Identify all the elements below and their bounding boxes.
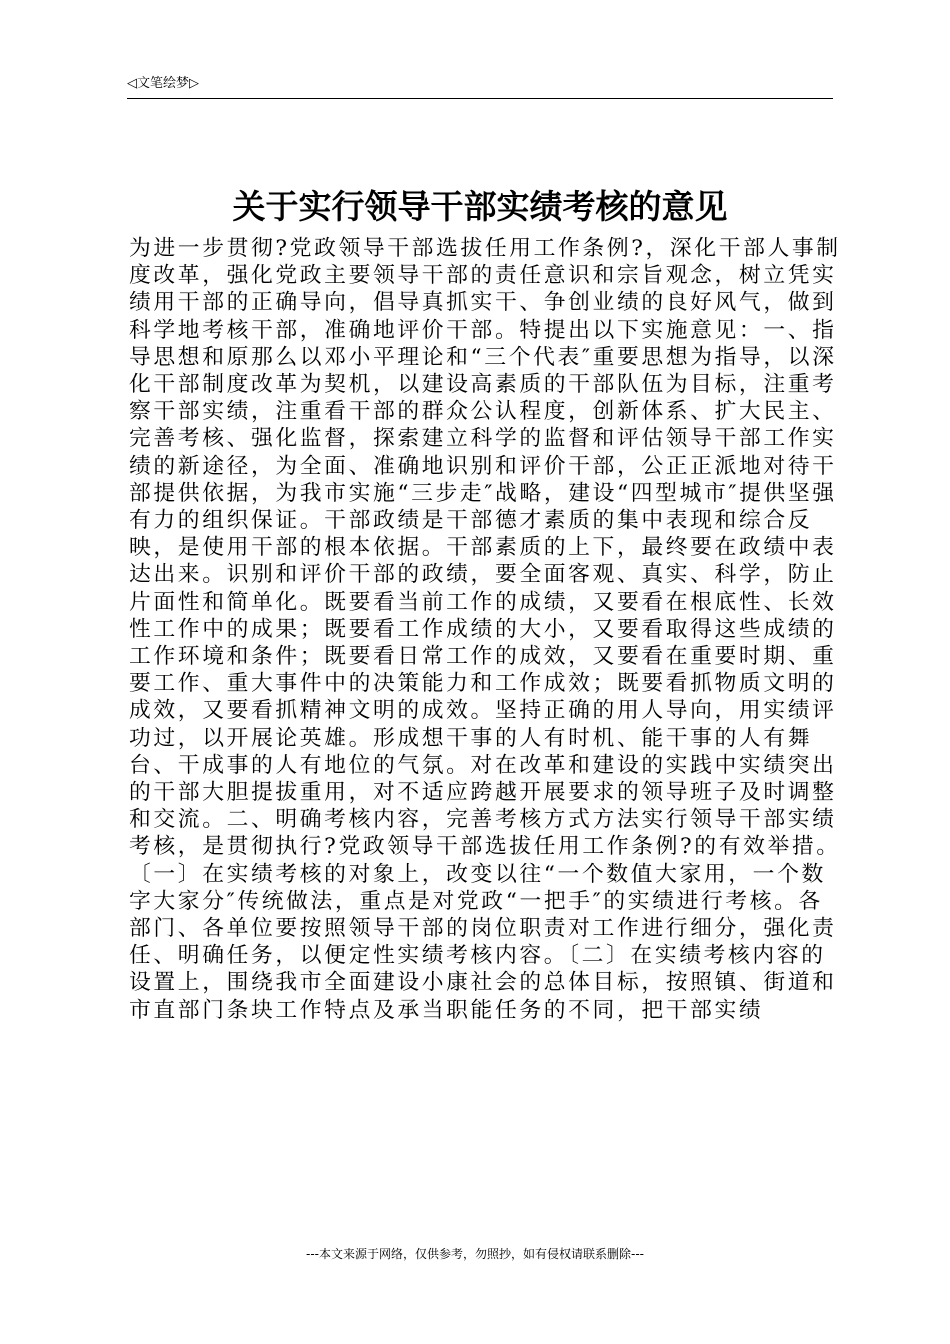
footer-notice: ---本文来源于网络，仅供参考，勿照抄，如有侵权请联系删除--- [306,1247,644,1261]
header-label: ◁文笔绘梦▷ [127,76,199,91]
page-header [127,74,833,99]
document-title: 关于实行领导干部实绩考核的意见 [232,187,728,226]
document-body: 为进一步贯彻?党政领导干部选拔任用工作条例?，深化干部人事制度改革，强化党政主要领导干部的责任意识和宗旨观念，树立凭实绩用干部的正确导向，倡导真抓实干、争创业绩的良好风气，做到科学地考核干部，准确地评价干部。特提出以下实施意见：一、指导思想和原那么以邓小平理论和“三个代表″重要思想为指导，以深化干部制度改革为契机，以建设高素质的干部队伍为目标，注重考察干部实绩，注重看干部的群众公认程度，创新体系、扩大民主、完善考核、强化监督，探索建立科学的监督和评估领导干部工作实绩的新途径，为全面、准确地识别和评价干部，公正正派地对待干部提供依据，为我市实施“三步走″战略，建设“四型城市″提供坚强有力的组织保证。干部政绩是干部德才素质的集中表现和综合反映，是使用干部的根本依据。干部素质的上下，最终要在政绩中表达出来。识别和评价干部的政绩，要全面客观、真实、科学，防止片面性和简单化。既要看当前工作的成绩，又要看在根底性、长效性工作中的成果；既要看工作成绩的大小，又要看取得这些成绩的工作环境和条件；既要看日常工作的成效，又要看在重要时期、重要工作、重大事件中的决策能力和工作成效；既要看抓物质文明的成效，又要看抓精神文明的成效。坚持正确的用人导向，用实绩评功过，以开展论英雄。形成想干事的人有时机、能干事的人有舞台、干成事的人有地位的气氛。对在改革和建设的实践中实绩突出的干部大胆提拔重用，对不适应跨越开展要求的领导班子及时调整和交流。二、明确考核内容，完善考核方式方法实行领导干部实绩考核，是贯彻执行?党政领导干部选拔任用工作条例?的有效举措。〔一〕在实绩考核的对象上，改变以往“一个数值大家用，一个数字大家分″传统做法，重点是对党政“一把手″的实绩进行考核。各部门、各单位要按照领导干部的岗位职责对工作进行细分，强化责任、明确任务，以便定性实绩考核内容。〔二〕在实绩考核内容的设置上，围绕我市全面建设小康社会的总体目标，按照镇、街道和市直部门条块工作特点及承当职能任务的不同，把干部实绩 [129,236,841,1023]
